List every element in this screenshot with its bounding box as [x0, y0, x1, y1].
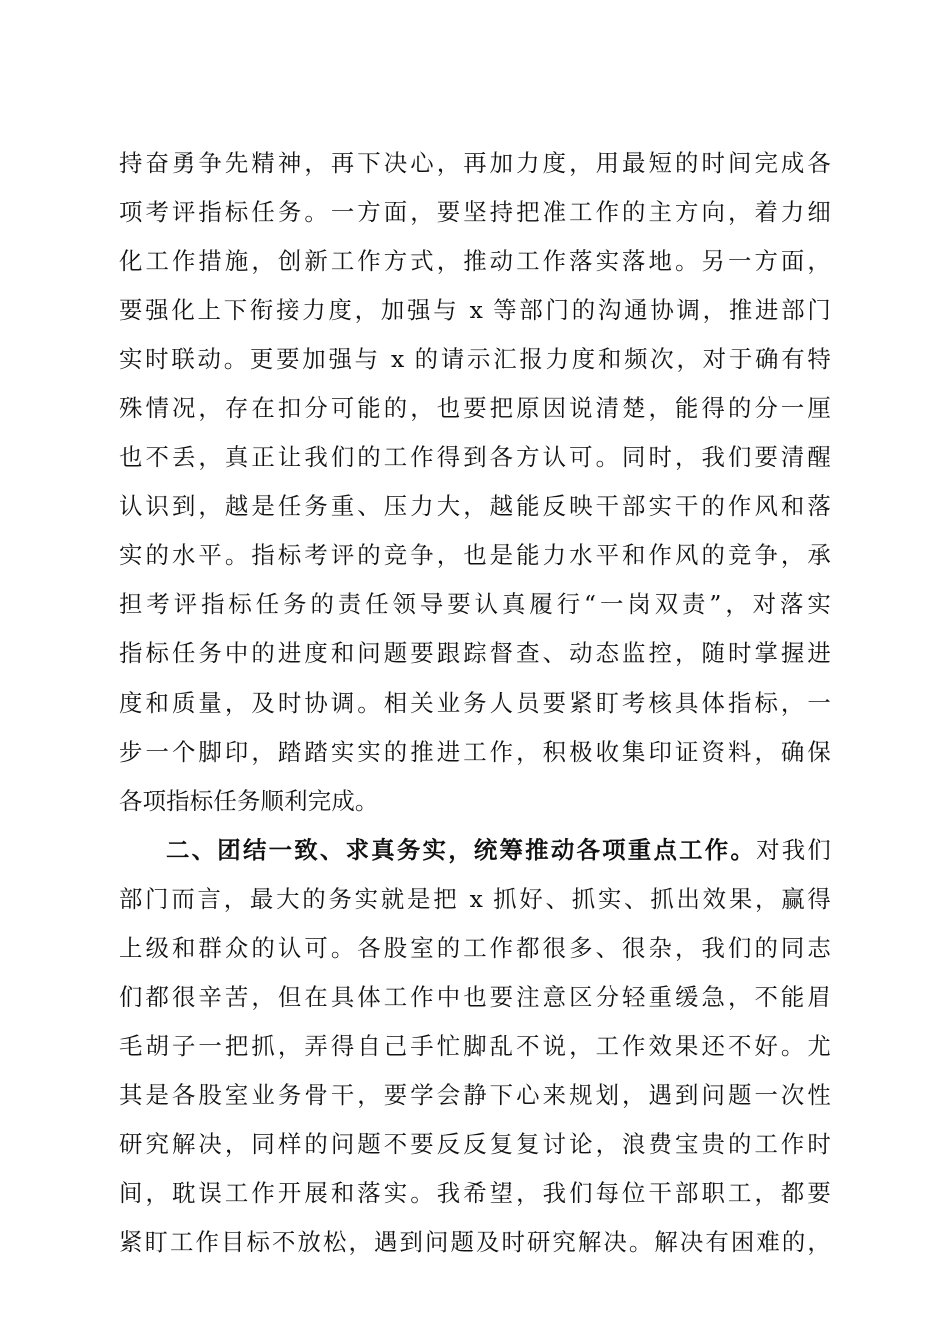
text-line: 研究解决，同样的问题不要反反复复讨论，浪费宝贵的工作时 [119, 1129, 831, 1158]
text-line: 紧盯工作目标不放松，遇到问题及时研究解决。解决有困难的， [119, 1228, 831, 1257]
text-line: 步一个脚印，踏踏实实的推进工作，积极收集印证资料，确保 [119, 737, 831, 766]
text-line: 持奋勇争先精神，再下决心，再加力度，用最短的时间完成各 [119, 149, 831, 177]
text-line: 部门而言，最大的务实就是把 x 抓好、抓实、抓出效果，赢得 [119, 884, 832, 913]
text-line: 殊情况，存在扣分可能的，也要把原因说清楚，能得的分一厘 [119, 394, 831, 423]
text-line: 化工作措施，创新工作方式，推动工作落实落地。另一方面， [119, 247, 831, 276]
paragraph-2 [119, 826, 831, 1267]
text-line: 度和质量，及时协调。相关业务人员要紧盯考核具体指标，一 [119, 688, 831, 717]
text-line: 也不丢，真正让我们的工作得到各方认可。同时，我们要清醒 [119, 443, 831, 472]
text-line: 上级和群众的认可。各股室的工作都很多、很杂，我们的同志 [119, 933, 831, 962]
text-line: 担考评指标任务的责任领导要认真履行“一岗双责”，对落实 [119, 590, 831, 619]
text-line: 指标任务中的进度和问题要跟踪督查、动态监控，随时掌握进 [119, 639, 831, 668]
text-line: 要强化上下衔接力度，加强与 x 等部门的沟通协调，推进部门 [119, 296, 832, 325]
text-line: 实时联动。更要加强与 x 的请示汇报力度和频次，对于确有特 [119, 345, 831, 374]
paragraph-1 [119, 139, 831, 826]
text-line: 项考评指标任务。一方面，要坚持把准工作的主方向，着力细 [119, 198, 831, 227]
text-line: 实的水平。指标考评的竞争，也是能力水平和作风的竞争，承 [119, 541, 831, 570]
text-line: 各项指标任务顺利完成。 [119, 786, 379, 815]
text-line: 毛胡子一把抓，弄得自己手忙脚乱不说，工作效果还不好。尤 [119, 1031, 831, 1060]
text-line: 其是各股室业务骨干，要学会静下心来规划，遇到问题一次性 [119, 1080, 831, 1109]
document-body [119, 139, 831, 1267]
section-heading: 二、团结一致、求真务实，统筹推动各项重点工作。 [166, 835, 757, 864]
text-line: 间，耽误工作开展和落实。我希望，我们每位干部职工，都要 [119, 1178, 831, 1207]
heading-line [119, 826, 831, 875]
heading-line-rest: 对我们 [756, 835, 831, 864]
text-line: 认识到，越是任务重、压力大，越能反映干部实干的作风和落 [119, 492, 831, 521]
text-line: 们都很辛苦，但在具体工作中也要注意区分轻重缓急，不能眉 [119, 982, 831, 1011]
